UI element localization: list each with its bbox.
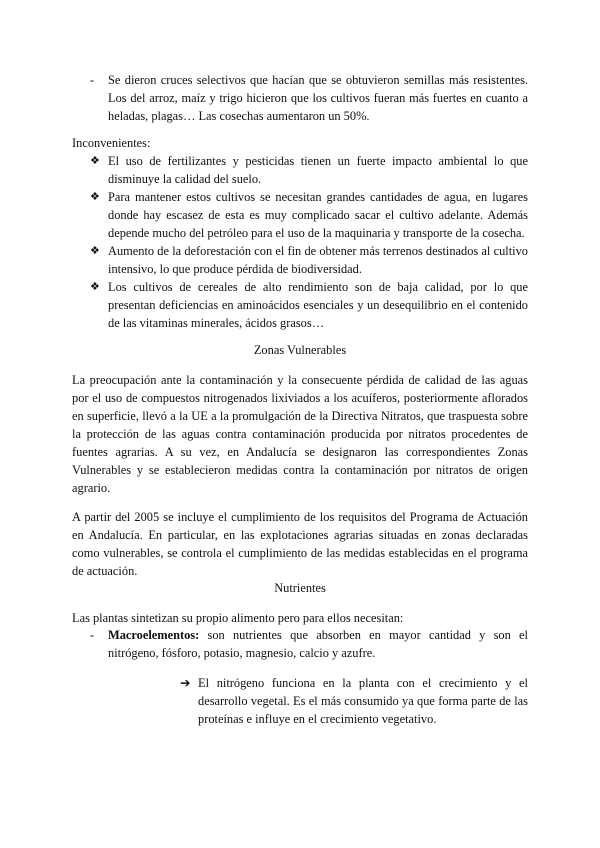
list-item-text: Para mantener estos cultivos se necesitan grandes cantidades de agua, en lugares donde hay escasez de esta es muy complicado sacar el cultivo adelante. Además depende mucho del petróleo para el uso de la maquinaria y transporte de la cosecha. [108, 190, 528, 240]
list-item-text: Aumento de la deforestación con el fin de obtener más terrenos destinados al cultivo intensivo, lo que produce pérdida de biodiversidad. [108, 244, 528, 276]
list-item [72, 188, 528, 242]
diamond-bullet-icon: ❖ [90, 191, 100, 203]
macroelementos-item [72, 626, 528, 662]
dash-bullet: - [90, 73, 95, 87]
intro-list-item [72, 71, 528, 125]
list-item-text: Se dieron cruces selectivos que hacían que se obtuvieron semillas más resistentes. Los del arroz, maíz y trigo hicieron que los cultivos fueran más fuertes en cuanto a heladas, plagas… Las cosechas aumentaron un 50%. [108, 73, 528, 123]
nitrogeno-text: El nitrógeno funciona en la planta con el crecimiento y el desarrollo vegetal. Es el más consumido ya que forma parte de las proteínas e influye en el crecimiento vegetativo. [198, 676, 528, 726]
inconvenientes-section [72, 134, 528, 332]
list-item-text: El uso de fertilizantes y pesticidas tienen un fuerte impacto ambiental lo que disminuye la calidad del suelo. [108, 154, 528, 186]
nutrientes-heading: Nutrientes [274, 581, 326, 595]
diamond-bullet-icon: ❖ [90, 245, 100, 257]
macroelementos-text: son nutrientes que absorben en mayor cantidad y son el nitrógeno, fósforo, potasio, magnesio, calcio y azufre. [108, 628, 528, 660]
inconvenientes-heading: Inconvenientes: [72, 136, 151, 150]
zonas-heading: Zonas Vulnerables [253, 343, 347, 357]
list-item-text: Los cultivos de cereales de alto rendimiento son de baja calidad, por lo que presentan deficiencias en aminoácidos esenciales y un desequilibrio en el contenido de las vitaminas minerales, ácidos grasos… [108, 280, 528, 330]
list-item [72, 152, 528, 188]
zonas-paragraph-2: A partir del 2005 se incluye el cumplimiento de los requisitos del Programa de Actuación en Andalucía. En particular, en las explotaciones agrarias situadas en zonas declaradas como vulnerables, se controla el cumplimiento de las medidas establecidas en el programa de actuación. [72, 510, 528, 578]
arrow-right-icon: ➔ [180, 676, 191, 690]
nutrientes-intro: Las plantas sintetizan su propio alimento pero para ellos necesitan: [72, 611, 404, 625]
nitrogeno-item [72, 674, 528, 728]
diamond-bullet-icon: ❖ [90, 281, 100, 293]
list-item [72, 278, 528, 332]
dash-bullet: - [90, 628, 95, 642]
list-item [72, 242, 528, 278]
zonas-paragraph-1: La preocupación ante la contaminación y la consecuente pérdida de calidad de las aguas por el uso de compuestos nitrogenados lixiviados a los acuíferos, posteriormente aflorados en superficie, llevó a la UE a la promulgación de la Directiva Nitratos, que traspuesta sobre la protección de las aguas contra contaminación producida por nitratos procedentes de fuentes agrarias. A su vez, en Andalucía se designaron las correspondientes Zonas Vulnerables y se establecieron medidas contra la contaminación por nitratos de origen agrario. [72, 373, 528, 495]
diamond-bullet-icon: ❖ [90, 155, 100, 167]
macroelementos-label: Macroelementos: [108, 628, 200, 642]
